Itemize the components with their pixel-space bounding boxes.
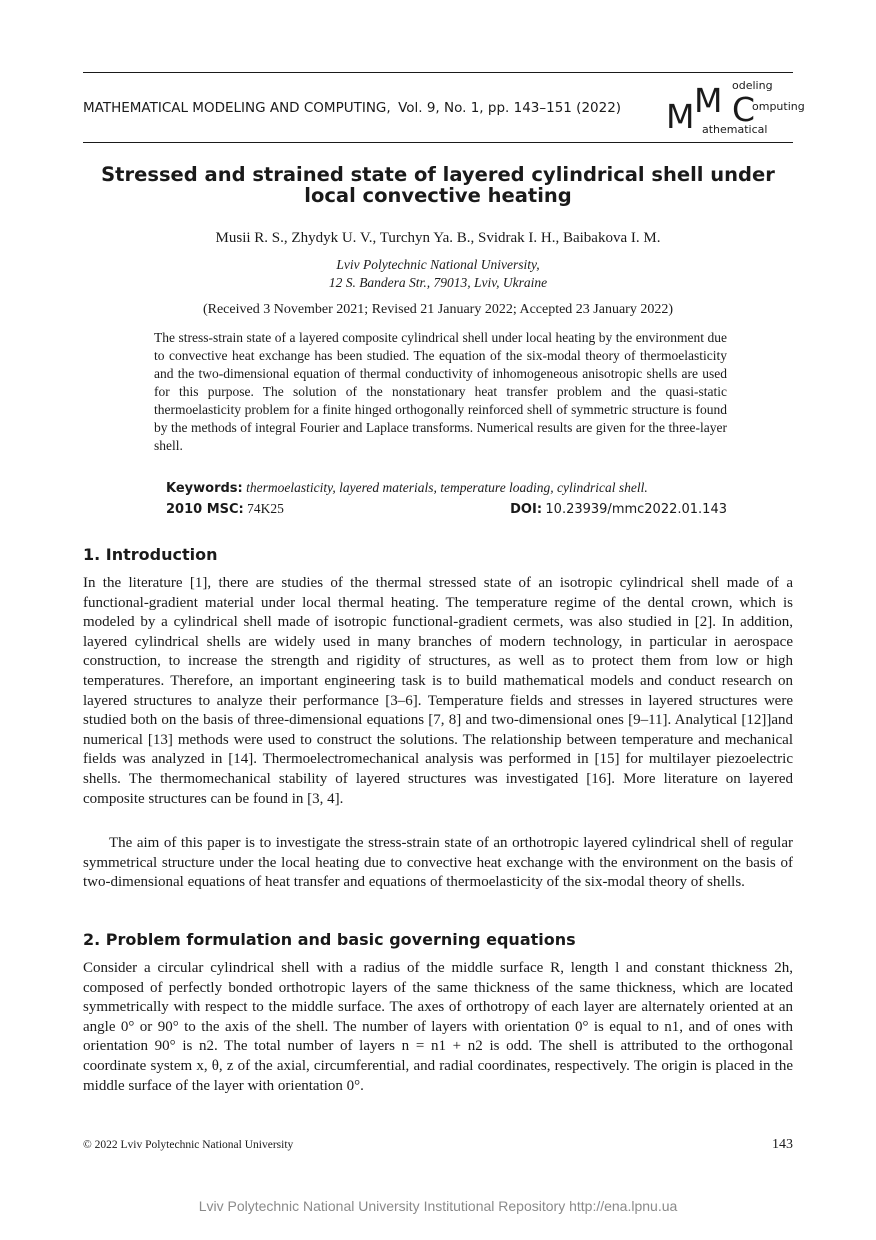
section-2-heading: 2. Problem formulation and basic governing equations (83, 930, 576, 949)
doi-value[interactable]: 10.23939/mmc2022.01.143 (545, 502, 727, 517)
section-1-paragraph-1: In the literature [1], there are studies of the thermal stressed state of an isotropic cylindrical shell made of a functional-gradient material under local thermal heating. The temperature regime of the dental crown, which is modeled by a cylindrical shell made of isotropic functional-gradient cermets, was also studied in [2]. In addition, layered cylindrical shells are widely used in many branches of modern technology, in particular in aerospace construction, to increase the strength and rigidity of structures, as well as to protect them from low or high temperatures. Therefore, an important engineering task is to build mathematical models and conduct research on layered structures to analyze their performance [3–6]. Temperature fields and stresses in layered structures were studied both on the basis of three-dimensional equations [7, 8] and two-dimensional ones [9–11]. Analytical [12]]and numerical [13] methods were used to construct the solutions. The relationship between temperature and mechanical fields was analyzed in [14]. Thermoelectromechanical analysis was performed in [15] for multilayer piezoelectric shells. The thermomechanical stability of layered structures was investigated [16]. More literature on layered composite structures can be found in [3, 4]. (83, 575, 793, 807)
msc-line (166, 501, 284, 517)
logo-letter-m-upper: M (694, 81, 723, 120)
journal-header (83, 100, 621, 116)
logo-text-odeling: odeling (732, 79, 773, 92)
keywords-label: Keywords: (166, 481, 243, 496)
abstract: The stress-strain state of a layered composite cylindrical shell under local heating by the environment due to convective heat exchange has been studied. The equation of the six-modal theory of thermoelasticity and the two-dimensional equation of thermal conductivity of inhomogeneous anisotropic shells are used for this purpose. The solution of the nonstationary heat transfer problem and the quasi-static thermoelasticity problem for a finite hinged orthogonally reinforced shell of symmetric structure is found by the methods of integral Fourier and Laplace transforms. Numerical results are given for the three-layer shell. (154, 330, 727, 453)
logo-text-omputing: omputing (752, 100, 805, 113)
journal-name: MATHEMATICAL MODELING AND COMPUTING, (83, 100, 391, 116)
page-number: 143 (772, 1137, 793, 1152)
header-bottom-rule (83, 142, 793, 143)
paper-authors: Musii R. S., Zhydyk U. V., Turchyn Ya. B., Svidrak I. H., Baibakova I. M. (215, 230, 661, 246)
logo-letter-c: C (732, 90, 756, 129)
logo-text-athematical: athematical (702, 123, 768, 136)
header-top-rule (83, 72, 793, 73)
affiliation (83, 256, 793, 292)
doi-line (510, 501, 727, 517)
logo-letter-m: M (666, 97, 695, 136)
keywords-value: thermoelasticity, layered materials, temperature loading, cylindrical shell. (246, 480, 648, 495)
volume-info: Vol. 9, No. 1, pp. 143–151 (2022) (398, 100, 622, 116)
affiliation-line-1: Lviv Polytechnic National University, (336, 257, 540, 272)
section-1-heading: 1. Introduction (83, 545, 218, 564)
copyright: © 2022 Lviv Polytechnic National University (83, 1139, 294, 1151)
journal-logo (660, 78, 805, 138)
section-1-paragraph-2: The aim of this paper is to investigate the stress-strain state of an orthotropic layered cylindrical shell of regular symmetrical structure under the local heating due to convective heat exchange with the environment on the basis of two-dimensional equations of heat transfer and equations of thermoelasticity of the six-modal theory of shells. (83, 835, 793, 891)
msc-value: 74K25 (247, 501, 284, 516)
received-dates: (Received 3 November 2021; Revised 21 January 2022; Accepted 23 January 2022) (202, 302, 674, 317)
msc-label: 2010 MSC: (166, 502, 244, 517)
paper-title: Stressed and strained state of layered cylindrical shell under local convective heating (101, 163, 775, 207)
keywords-line (166, 480, 648, 496)
repository-watermark[interactable]: Lviv Polytechnic National University Institutional Repository http://ena.lpnu.ua (198, 1198, 678, 1214)
doi-label: DOI: (510, 502, 543, 517)
section-2-paragraph-1: Consider a circular cylindrical shell with a radius of the middle surface R, length l and constant thickness 2h, composed of perfectly bonded orthotropic layers of the same thickness of the same thickness, which are located symmetrically with respect to the middle surface. The axes of orthotropy of each layer are alternately oriented at an angle 0° or 90° to the axis of the shell. The number of layers with orientation 0° is equal to n1, and of ones with orientation 90° is n2. The total number of layers n = n1 + n2 is odd. The shell is attributed to the orthogonal coordinate system x, θ, z of the axial, circumferential, and radial coordinates, respectively. The origin is placed in the middle surface of the layer with orientation 0°. (83, 960, 793, 1094)
affiliation-line-2: 12 S. Bandera Str., 79013, Lviv, Ukraine (328, 275, 548, 290)
